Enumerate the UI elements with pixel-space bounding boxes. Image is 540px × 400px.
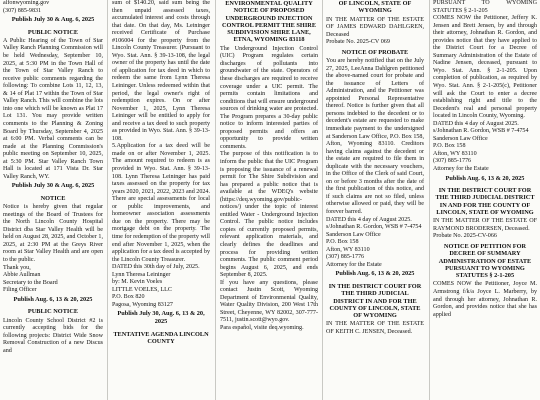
notice-heading: ENVIRONMENTAL QUALITY NOTICE OF PROPOSED UNDERGROUND INJECTION CONTROL PERMIT THE SHIRE SUBDIVISION SHIRE LANE, ETNA, WYOMING 83118: [221, 0, 317, 44]
notice-heading: PUBLIC NOTICE: [27, 308, 79, 316]
signature-line: Attorney for the Estate: [326, 261, 382, 268]
notice-body: You are hereby notified that on the July 27, 2025, LeeAnna Dahlgren petitioned the above-named court for probate and the issuance of Letters of Administration, and the Petitioner was appointed Personal Representative thereof. Notice is further given that all persons indebted to the decedent or to decedent's estate are requested to make immediate payment to the undersigned at Sanderson Law Office, P.O. Box 158, Afton, Wyoming 83110. Creditors having claims against the decedent or the estate are required to file them in duplicate with the necessary vouchers, in the Office of the Clerk of said Court, on or before 3 months after the date of the first publication of this notice, and if such claims are not so filed, unless otherwise allowed or paid, they will be forever barred.: [326, 58, 424, 216]
publish-line: Publish Aug. 6, 13 & 20, 2025: [445, 174, 525, 182]
signature-line: s/Johnathan R. Gordon, WSB # 7-4754: [433, 128, 529, 135]
signature-line: by: M. Kevin Voeles: [112, 279, 163, 286]
signature-line: Filing Officer: [3, 287, 37, 294]
dated-line: DATED this 4 day of August 2025.: [433, 120, 519, 127]
column-4: [326, 0, 424, 400]
notice-heading: TENTATIVE AGENDA LINCOLN COUNTY: [113, 330, 209, 345]
email-line: alfonwyoming.gov: [3, 0, 50, 6]
column-5: [433, 0, 537, 400]
column-divider: [107, 0, 108, 400]
notice-body: Notice is hereby given that regular meetings of the Board of Trustees for the North Lincoln County Hospital District dba Star Valley Health will be held on August 28, 2025, and October 1, 2025, at 2:30 PM at the Greys River room at Star Valley Health and are open to the public.: [3, 204, 103, 263]
signature-line: Sanderson Law Office: [326, 231, 381, 238]
signature-line: Sanderson Law Office: [433, 135, 488, 142]
dated-line: DATED this 4 day of August 2025.: [326, 216, 412, 223]
signature-line: (307) 885-1776: [433, 158, 472, 165]
case-caption: IN THE MATTER OF THE ESTATE OF RAYMOND BRODERSEN, Deceased.: [433, 218, 537, 232]
notice-body: The purpose of this notification is to inform the public that the UIC Program is proposing the issuance of a renewal permit for The Shire Subdivision and has prepared a public notice that is available at the WDEQ's website (https://deq.wyoming.gov/public-notices/) under the topic of interest entitled Water - Underground Injection Control. The public notice includes copies of currently proposed permits, relevant application materials, and clearly defines the deadlines and process for providing written comments. The public comment period begins August 6, 2025, and ends September 8, 2025.: [220, 151, 318, 279]
signature-line: Attorney for the Estate: [433, 166, 489, 173]
notice-body: COMES NOW the Petitioner, Joyce M. Armstrong f/k/a Joyce L. Marberry, by and through her attorney, Johnathan R. Gordon, and provides notice that she has applied: [433, 281, 537, 318]
column-1: [3, 0, 103, 400]
signature-line: LITTLE VOELES, LLC: [112, 286, 172, 293]
signature-line: Abbie Aullman: [3, 272, 41, 279]
court-heading: IN THE DISTRICT COURT FOR THE THIRD JUDICIAL DISTRICT IN AND FOR THE COUNTY OF LINCOLN, STATE OF WYOMING: [328, 282, 422, 320]
notice-heading: NOTICE: [40, 194, 66, 202]
publish-line: Publish Aug. 6, 13 & 20, 2025: [335, 270, 415, 278]
publish-line: Publish Aug. 6, 13 & 20, 2025: [13, 295, 93, 303]
column-divider: [322, 0, 323, 400]
court-heading: IN THE DISTRICT COURT FOR THE THIRD JUDICIAL DISTRICT IN AND FOR THE COUNTY OF LINCOLN, STATE OF WYOMING: [435, 187, 535, 217]
column-divider: [215, 0, 216, 400]
notice-heading: NOTICE OF PROBATE: [341, 48, 409, 56]
signature-line: Lynn Theresa Leininger: [112, 271, 171, 278]
publish-line: Publish July 30, Aug. 6, 13 & 20, 2025: [117, 310, 205, 325]
signature-line: (307) 885-1776: [326, 254, 365, 261]
notice-body: If you have any questions, please contact Justin Scott, Wyoming Department of Environmental Quality, Water Quality Division, 200 West 17th Street, Cheyenne, WY 82002, 307-777-7511, justin.scott@wyo.gov.: [220, 279, 318, 324]
notice-body: 5.Application for a tax deed will be made on or after November 1, 2025. The amount required to redeem is as provided in Wyo. Stat. Ann. § 39-13-108. Lynn Theresa Leininger has paid taxes assessed on the property for tax years 2020, 2021, 2022, 2023 and 2024. There are special assessments for local or public improvements, and homeowner association assessments due on the property. There may be mortgage debt on the property. The time for redemption of the property will end after November 1, 2025, when the application for a tax deed is accepted by the Lincoln County Treasurer.: [112, 143, 210, 263]
column-divider: [429, 0, 430, 400]
publish-line: Publish July 30 & Aug. 6, 2025: [11, 16, 95, 24]
notice-heading: PUBLIC NOTICE: [27, 28, 79, 36]
signature-line: P.O. Box 158: [433, 143, 466, 150]
signature-line: Pagosa, Wyoming 83127: [112, 301, 173, 308]
signature-line: P.O. Box 158: [326, 239, 359, 246]
probate-number: Probate No. 2025-CV-066: [433, 233, 497, 240]
notice-body: sum of $140.20, said sum being the then unpaid assessed taxes, accumulated interest and costs through that date. On that day, Ms. Leininger received Certificate of Purchase #106004 for the property from the Lincoln County Treasurer. (Pursuant to Wyo. Stat. Ann. § 39-13-108, the legal owner of the property has until the date of application for tax deed in which to redeem the same from Lynn Theresa Leininger. Unless redeemed within that period, the legal owner's right of redemption expires. On or after November 1, 2025, Lynn Theresa Leininger will be entitled to apply for and receive a tax deed to such property as provided in Wyo. Stat. Ann. § 39-13-108.: [112, 0, 210, 142]
signature-line: s/Johnathan R. Gordon, WSB # 7-4754: [326, 224, 422, 231]
notice-body: A Public Hearing of the Town of Star Valley Ranch Planning Commission will be held Wednesday, September 10, 2025, at 5:30 PM in the Town Hall of the Town of Star Valley Ranch to receive public comments regarding the following: To combine Lots 11, 12, 13, & 14 of Plat 17 within the Town of Star Valley Ranch. This will combine the lots into one which will be known as Plat 17 Lot 131. You may provide written comments to the Planning & Zoning Board by Thursday, September 4, 2025 at 6:00 PM. Verbal comments can be made at the Planning Commission's public meeting on September 10, 2025, at 5:30 PM. Star Valley Ranch Town Hall is located at 171 Vista Dr. Star Valley Ranch, WY.: [3, 37, 103, 180]
case-caption: IN THE MATTER OF THE ESTATE OF KEITH C. JENSEN, Deceased.: [326, 321, 424, 335]
notice-body: The Underground Injection Control (UIC) Program regulates certain discharges of pollutants into groundwater of the state. Operators of these discharges are required to receive coverage under a UIC permit. The permits contain limitations and conditions that will ensure underground sources of drinking water are protected. The Program prepares a 30-day public notice to inform interested parties of proposed permits and offers an opportunity to provide written comments.: [220, 45, 318, 150]
signature-line: P.O. Box 820: [112, 294, 145, 301]
dated-line: DATED this 30th day of July, 2025.: [112, 264, 200, 271]
probate-number: Probate No. 2025-CV 069: [326, 39, 390, 46]
court-heading: OF LINCOLN, STATE OF WYOMING: [338, 0, 412, 15]
statute-line: PURSUANT TO WYOMING STATUTES § 2-1-205: [433, 0, 537, 14]
column-2: [112, 0, 210, 400]
column-3: [220, 0, 318, 400]
notice-body: Lincoln County School District #2 is currently accepting bids for the following projects: District Wide Snow Removal Construction of a new Discus and: [3, 317, 103, 354]
notice-heading: NOTICE OF PETITION FOR DECREE OF SUMMARY ADMINISTRATION OF ESTATE PURSUANT TO WYOMING STATUTES § 2-1-205: [438, 242, 532, 280]
publish-line: Publish July 30 & Aug. 6, 2025: [11, 182, 95, 190]
signature-line: Afton, WY 83110: [433, 150, 477, 157]
notice-body: Para español, visite deq.wyoming.: [220, 325, 304, 332]
phone-line: (307) 885-9831: [3, 7, 42, 14]
signature-line: Secretary to the Board: [3, 279, 58, 286]
case-caption: IN THE MATTER OF THE ESTATE OF JAMES EDWARD DAHLGREN, Deceased: [326, 16, 424, 38]
signature-line: Thank you,: [3, 264, 31, 271]
notice-body: COMES NOW the Petitioner, Jeffery K. Jensen and Brett Jensen, by and through their attorney, Johnathan R. Gordon, and provides notice that they have applied to the District Court for a Decree of Summary Administration of the Estate of Nadine Jensen, deceased, pursuant to Wyo. Stat. Ann. § 2-1-205. Upon completion of publication, as required by Wyo. Stat. Ann. § 2-1-205(c), Petitioner will ask the Court to enter a decree establishing right and title to the Decedent's real and personal property located in Lincoln County, Wyoming.: [433, 15, 537, 120]
signature-line: Afton, WY 83110: [326, 246, 370, 253]
